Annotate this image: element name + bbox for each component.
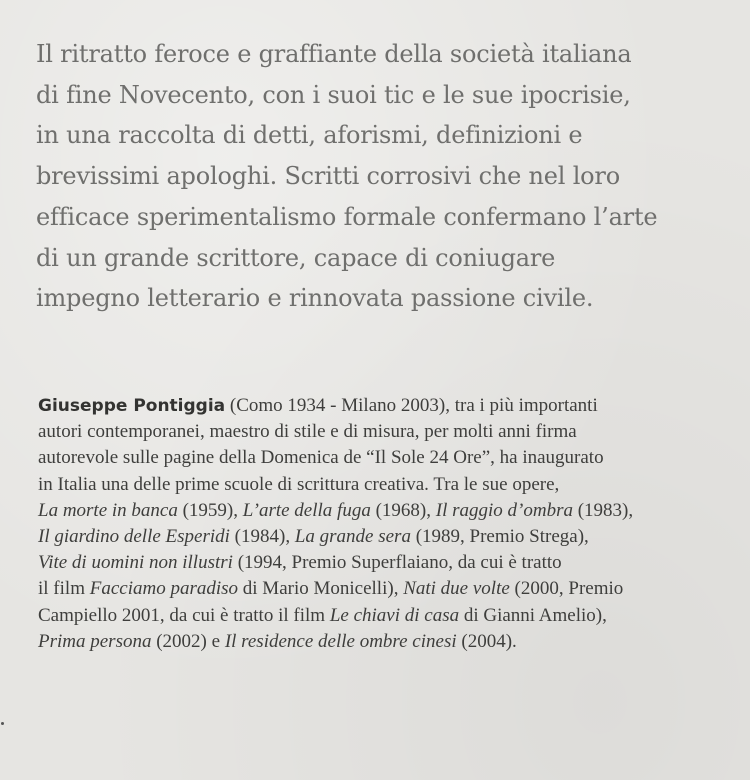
author-name: Giuseppe Pontiggia — [38, 396, 226, 416]
bio-text: di Gianni Amelio), — [459, 604, 607, 626]
bio-line: autori contemporanei, maestro di stile e di misura, per molti anni firma — [38, 421, 577, 443]
bio-line: in Italia una delle prime scuole di scrittura creativa. Tra le sue opere, — [38, 473, 560, 495]
bio-line — [38, 393, 738, 419]
blurb-line: Il ritratto feroce e graffiante della società italiana — [36, 40, 632, 68]
blurb-line: di fine Novecento, con i suoi tic e le sue ipocrisie, — [36, 80, 631, 109]
blurb-line: di un grande scrittore, capace di coniugare — [36, 243, 556, 272]
bio-text: (1994, Premio Superflaiano, da cui è tratto — [232, 552, 562, 574]
bio-text: il film — [38, 578, 90, 600]
work-title: L’arte della fuga — [242, 499, 371, 521]
blurb-line: brevissimi apologhi. Scritti corrosivi che nel loro — [36, 162, 620, 191]
bio-line: autorevole sulle pagine della Domenica de “Il Sole 24 Ore”, ha inaugurato — [38, 447, 604, 469]
bio-text: (2000, Premio — [509, 578, 624, 600]
bio-line — [38, 498, 738, 524]
work-title: La grande sera — [294, 526, 411, 548]
work-title: Prima persona — [38, 630, 152, 652]
bio-line — [38, 576, 738, 602]
bio-text: di Mario Monicelli), — [238, 578, 404, 600]
bio-text: (2004). — [456, 630, 517, 652]
bio-line — [38, 603, 738, 629]
bio-line — [38, 550, 738, 576]
work-title: Il giardino delle Esperidi — [38, 526, 230, 548]
work-title: La morte in banca — [38, 499, 178, 521]
work-title: Il raggio d’ombra — [435, 499, 573, 521]
blurb-line: impegno letterario e rinnovata passione civile. — [36, 284, 594, 313]
author-biography — [38, 393, 738, 655]
bio-text: (1983), — [572, 499, 634, 521]
bio-text: Campiello 2001, da cui è tratto il film — [38, 604, 330, 626]
work-title: Nati due volte — [403, 578, 510, 600]
paper-speck — [1, 722, 4, 725]
bio-line — [38, 629, 738, 655]
bio-text: (1968), — [370, 499, 436, 521]
bio-line — [38, 524, 738, 550]
blurb-line: in una raccolta di detti, aforismi, definizioni e — [36, 121, 583, 150]
bio-text: (1989, Premio Strega), — [410, 526, 589, 548]
bio-text: (1959), — [177, 499, 243, 521]
work-title: Il residence delle ombre cinesi — [224, 630, 457, 652]
book-blurb — [36, 34, 736, 319]
bio-text: (Como 1934 - Milano 2003), tra i più importanti — [225, 395, 598, 416]
bio-text: (2002) e — [151, 630, 225, 652]
bio-text: (1984), — [229, 526, 295, 548]
work-title: Le chiavi di casa — [329, 604, 460, 626]
work-title: Vite di uomini non illustri — [38, 552, 233, 574]
work-title: Facciamo paradiso — [89, 578, 239, 600]
blurb-line: efficace sperimentalismo formale confermano l’arte — [36, 202, 658, 231]
